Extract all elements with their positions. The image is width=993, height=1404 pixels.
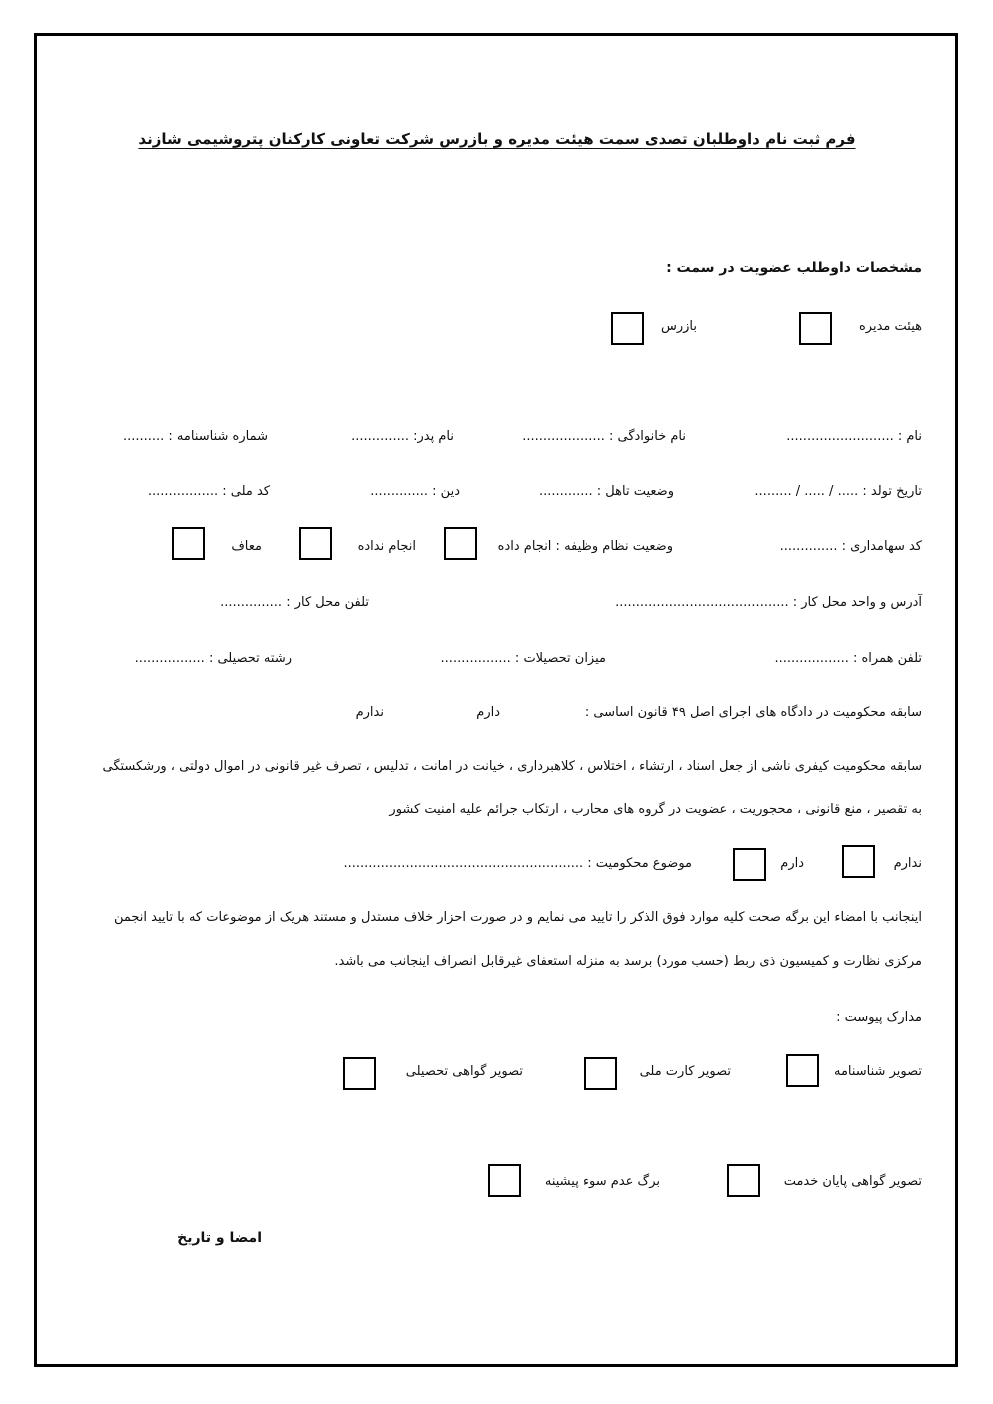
- national-code-field[interactable]: کد ملی : .................: [147, 484, 270, 499]
- criminal-have-not-checkbox[interactable]: [842, 845, 875, 878]
- field-of-study-field[interactable]: رشته تحصیلی : .................: [134, 651, 292, 666]
- education-level-field[interactable]: میزان تحصیلات : .................: [440, 651, 606, 666]
- article49-have-not-option[interactable]: ندارم: [355, 705, 384, 720]
- attachments-heading: مدارک پیوست :: [836, 1010, 922, 1025]
- religion-field[interactable]: دین : ..............: [370, 484, 460, 499]
- education-certificate-copy-checkbox[interactable]: [343, 1057, 376, 1090]
- national-card-copy-checkbox[interactable]: [584, 1057, 617, 1090]
- shareholder-code-field[interactable]: کد سهامداری : ..............: [779, 539, 922, 554]
- military-exempt-checkbox[interactable]: [172, 527, 205, 560]
- birth-certificate-copy-label: تصویر شناسنامه: [833, 1064, 922, 1079]
- certificate-number-field[interactable]: شماره شناسنامه : ..........: [122, 429, 268, 444]
- signature-and-date-label: امضا و تاریخ: [177, 1230, 262, 1246]
- inspector-label: بازرس: [660, 319, 697, 334]
- marital-status-field[interactable]: وضعیت تاهل : .............: [538, 484, 674, 499]
- no-criminal-record-label: برگ عدم سوء پیشینه: [544, 1174, 660, 1189]
- birth-date-field[interactable]: تاریخ تولد : ..... / ..... / .........: [754, 484, 922, 499]
- board-label: هیئت مدیره: [859, 319, 922, 334]
- national-card-copy-label: تصویر کارت ملی: [639, 1064, 731, 1079]
- board-checkbox[interactable]: [799, 312, 832, 345]
- declaration-line-1: اینجانب با امضاء این برگه صحت کلیه موارد فوق الذکر را تایید می نمایم و در صورت احزار خلاف مستدل و مستند هریک از موضوعات که با تایید انجمن: [113, 910, 922, 925]
- article49-have-option[interactable]: دارم: [476, 705, 500, 720]
- father-name-field[interactable]: نام پدر: ..............: [351, 429, 454, 444]
- military-done-checkbox[interactable]: [444, 527, 477, 560]
- military-certificate-copy-checkbox[interactable]: [727, 1164, 760, 1197]
- family-field[interactable]: نام خانوادگی : ....................: [522, 429, 686, 444]
- military-not-done-label: انجام نداده: [357, 539, 416, 554]
- work-address-field[interactable]: آدرس و واحد محل کار : ..........................................: [615, 595, 922, 610]
- conviction-subject-field[interactable]: موضوع محکومیت : ..........................................................: [343, 856, 692, 871]
- military-not-done-checkbox[interactable]: [299, 527, 332, 560]
- mobile-field[interactable]: تلفن همراه : ..................: [774, 651, 922, 666]
- declaration-line-2: مرکزی نظارت و کمیسیون ذی ربط (حسب مورد) برسد به منزله استعفای غیرقابل انصراف اینجانب می باشد.: [334, 954, 922, 969]
- criminal-record-line-1: سابقه محکومیت کیفری ناشی از جعل اسناد ، ارتشاء ، اختلاس ، کلاهبرداری ، خیانت در امانت ، تدلیس ، تصرف غیر قانونی در اموال دولتی ، ورشکستگی: [102, 759, 922, 774]
- article49-conviction-label: سابقه محکومیت در دادگاه های اجرای اصل ۴۹ قانون اساسی :: [584, 705, 922, 720]
- birth-certificate-copy-checkbox[interactable]: [786, 1054, 819, 1087]
- military-certificate-copy-label: تصویر گواهی پایان خدمت: [783, 1174, 922, 1189]
- military-exempt-label: معاف: [231, 539, 262, 554]
- criminal-have-label: دارم: [780, 856, 804, 871]
- criminal-have-checkbox[interactable]: [733, 848, 766, 881]
- name-field[interactable]: نام : ..........................: [786, 429, 922, 444]
- criminal-record-line-2: به تقصیر ، منع قانونی ، محجوریت ، عضویت در گروه های محارب ، ارتکاب جرائم علیه امنیت کشور: [389, 802, 922, 817]
- criminal-have-not-label: ندارم: [893, 856, 922, 871]
- section-heading: مشخصات داوطلب عضویت در سمت :: [666, 260, 922, 276]
- no-criminal-record-checkbox[interactable]: [488, 1164, 521, 1197]
- work-phone-field[interactable]: تلفن محل کار : ...............: [220, 595, 369, 610]
- education-certificate-copy-label: تصویر گواهی تحصیلی: [405, 1064, 523, 1079]
- military-service-label: وضعیت نظام وظیفه : انجام داده: [497, 539, 673, 554]
- inspector-checkbox[interactable]: [611, 312, 644, 345]
- form-title: فرم ثبت نام داوطلبان تصدی سمت هیئت مدیره و بازرس شرکت تعاونی کارکنان پتروشیمی شازند: [138, 130, 856, 148]
